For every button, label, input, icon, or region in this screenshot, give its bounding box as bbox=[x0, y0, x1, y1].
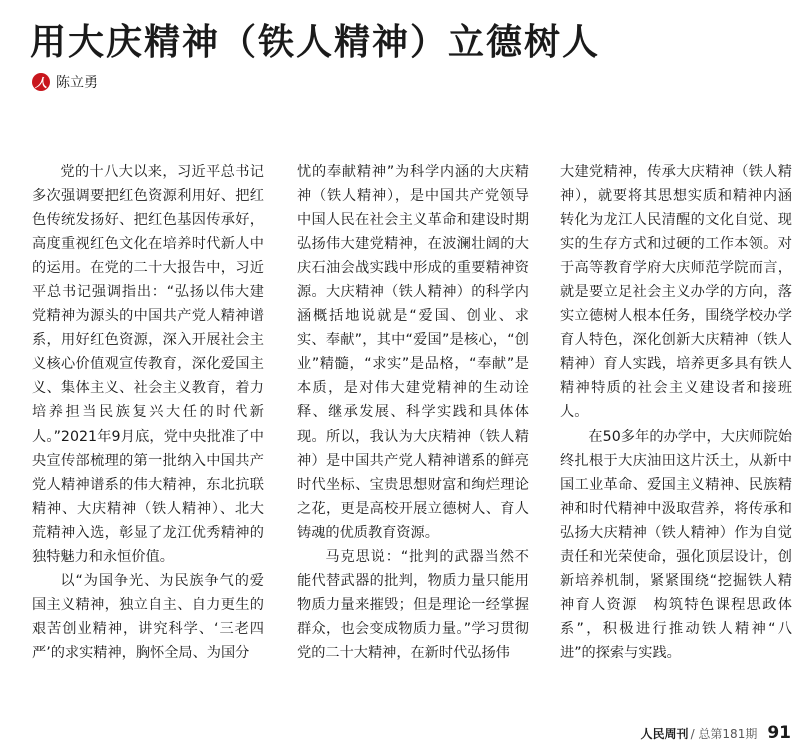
article-column-2 bbox=[297, 160, 529, 665]
paragraph: 大建党精神，传承大庆精神（铁人精神），就要将其思想实质和精神内涵转化为龙江人民清醒的文化自觉、现实的生存方式和过硬的工作本领。对于高等教育学府大庆师范学院而言，就是要立足社会主义办学的方向，落实立德树人根本任务，围绕学校办学育人特色，深化创新大庆精神（铁人精神）育人实践，培养更多具有铁人精神特质的社会主义建设者和接班人。 bbox=[560, 164, 792, 421]
author-logo-icon: 人 bbox=[32, 73, 50, 91]
issue-number: / 总第181期 bbox=[690, 727, 758, 741]
paragraph: 以“为国争光、为民族争气的爱国主义精神，独立自主、自力更生的艰苦创业精神，讲究科学、‘三老四严’的求实精神，胸怀全局、为国分 bbox=[32, 572, 264, 661]
article-title: 用大庆精神（铁人精神）立德树人 bbox=[30, 22, 601, 63]
byline bbox=[32, 72, 98, 92]
article-column-3 bbox=[560, 160, 792, 665]
article-column-1 bbox=[32, 160, 264, 665]
paragraph: 忧的奉献精神”为科学内涵的大庆精神（铁人精神），是中国共产党领导中国人民在社会主义革命和建设时期弘扬伟大建党精神，在波澜壮阔的大庆石油会战实践中形成的重要精神资源。大庆精神（铁人精神）的科学内涵概括地说就是“爱国、创业、求实、奉献”，其中“爱国”是核心，“创业”精髓，“求实”是品格，“奉献”是本质，是对伟大建党精神的生动诠释、继承发展、科学实践和具体体现。所以，我认为大庆精神（铁人精神）是中国共产党人精神谱系的鲜亮时代坐标、宝贵思想财富和绚烂理论之花，更是高校开展立德树人、育人铸魂的优质教育资源。 bbox=[297, 164, 529, 541]
paragraph: 马克思说：“批判的武器当然不能代替武器的批判，物质力量只能用物质力量来摧毁；但是理论一经掌握群众，也会变成物质力量。”学习贯彻党的二十大精神，在新时代弘扬伟 bbox=[297, 548, 529, 661]
author-name: 陈立勇 bbox=[56, 75, 98, 91]
paragraph: 在50多年的办学中，大庆师院始终扎根于大庆油田这片沃土，从新中国工业革命、爱国主义精神、民族精神和时代精神中汲取营养，将传承和弘扬大庆精神（铁人精神）作为自觉责任和光荣使命，强化顶层设计，创新培养机制，紧紧围绕“挖掘铁人精神育人资源 构筑特色课程思政体系”，积极进行推动铁人精神“八进”的探索与实践。 bbox=[560, 428, 792, 661]
magazine-name: 人民周刊 bbox=[640, 727, 689, 741]
page-footer bbox=[641, 723, 791, 743]
paragraph: 党的十八大以来，习近平总书记多次强调要把红色资源利用好、把红色传统发扬好、把红色基因传承好，高度重视红色文化在培养时代新人中的运用。在党的二十大报告中，习近平总书记强调指出：“弘扬以伟大建党精神为源头的中国共产党人精神谱系，用好红色资源，深入开展社会主义核心价值观宣传教育，深化爱国主义、集体主义、社会主义教育，着力培养担当民族复兴大任的时代新人。”2021年9月底，党中央批准了中央宣传部梳理的第一批纳入中国共产党人精神谱系的伟大精神，东北抗联精神、大庆精神（铁人精神）、北大荒精神入选，彰显了龙江优秀精神的独特魅力和永恒价值。 bbox=[32, 164, 264, 565]
page-number: 91 bbox=[767, 723, 791, 743]
